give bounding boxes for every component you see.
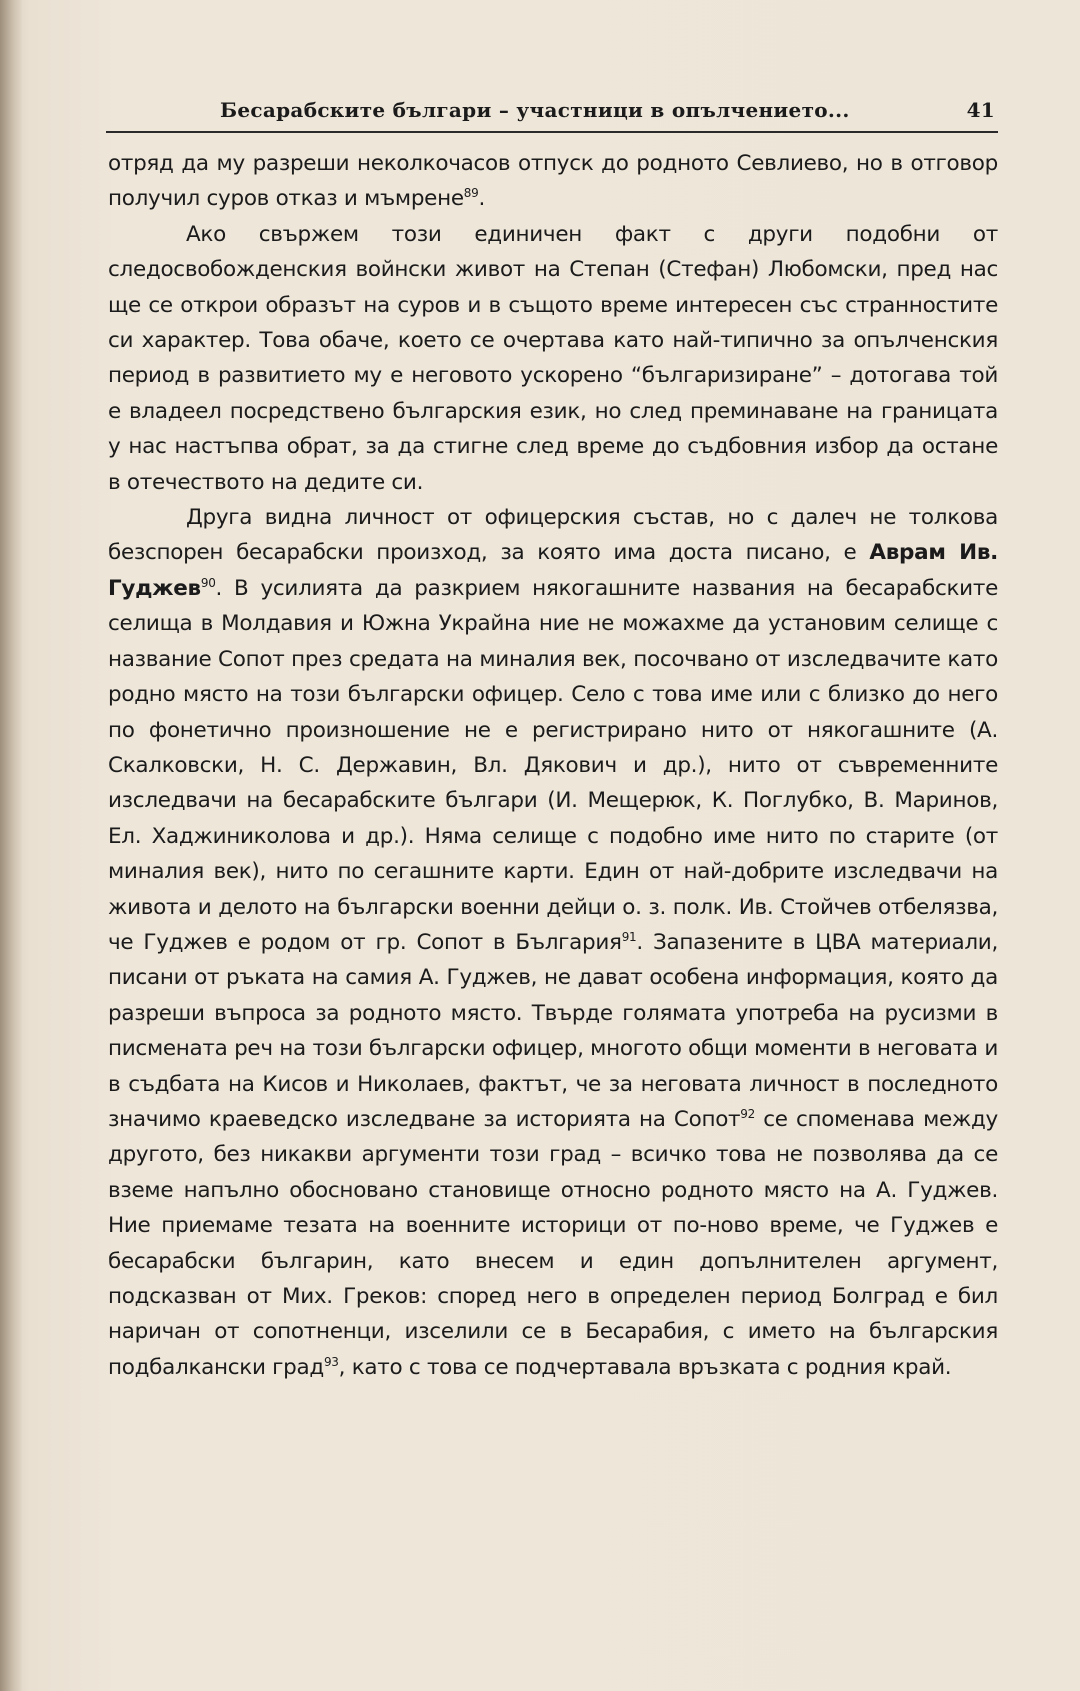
running-header (210, 96, 995, 128)
person-name-bold: Аврам Ив. Гуджев (108, 540, 999, 601)
page-binding-shadow (0, 0, 22, 1691)
paragraph-text: отряд да му разреши неколкочасов отпуск до родното Севлиево, но в отговор получил суров отказ и мъмрене (108, 151, 998, 212)
paragraph-text: . В усилията да разкрием някогашните названия на бесарабските селища в Молдавия и Южна Украйна ние не можахме да установим селище с название Сопот през средата на миналия век, посочвано от изследвачите като родно място на този български офицер. Село с това име или с близко до него по фонетично произношение не е регистрирано нито от някогашните (А. Скалковски, Н. С. Державин, Вл. Дякович и др.), нито от съвременните изследвачи на бесарабските българи (И. Мещерюк, К. Поглубко, В. Маринов, Ел. Хаджиниколова и др.). Няма селище с подобно име нито по старите (от миналия век), нито по сегашните карти. Един от най-добрите изследвачи на живота и делото на български военни дейци о. з. полк. Ив. Стойчев отбелязва, че Гуджев е родом от гр. Сопот в България (108, 575, 998, 955)
paragraph-continuation (108, 146, 998, 217)
footnote-ref: 90 (200, 575, 216, 590)
paragraph-text-end: . (478, 186, 486, 212)
paragraph-text: Ако свържем този единичен факт с други подобни от следосвобожденския войнски живот на Степан (Стефан) Любомски, пред нас ще се открои образът на суров и в същото време интересен със странностите си характер. Това обаче, което се очертава като най-типично за опълченския период в развитието му е неговото ускорено “българизиране” – дотогава той е владеел посредствено българския език, но след преминаване на границата у нас настъпва обрат, за да стигне след време до съдбовния избор да остане в отечеството на дедите си. (108, 221, 998, 495)
paragraph-text: , като с това се подчертавала връзката с родния край. (338, 1354, 952, 1380)
paragraph-text: . Запазените в ЦВА материали, писани от ръката на самия А. Гуджев, не дават особена информация, която да разреши въпроса за родното място. Твърде голямата употреба на русизми в писмената реч на този български офицер, многото общи моменти в неговата и в съдбата на Кисов и Николаев, фактът, че за неговата личност в последното значимо краеведско изследване за историята на Сопот (108, 929, 998, 1132)
paragraph-gudzhev (108, 500, 998, 1385)
page-number: 41 (966, 98, 995, 122)
running-header-title: Бесарабските българи – участници в опълчението... (220, 98, 850, 122)
paragraph-text: се споменава между другото, без никакви аргументи този град – всичко това не позволява да се вземе напълно обосновано становище относно родното място на А. Гуджев. Ние приемаме тезата на военните историци от по-ново време, че Гуджев е бесарабски българин, като внесем и един допълнителен аргумент, подсказван от Мих. Греков: според него в определен период Болград е бил наричан от сопотненци, изселили се в Бесарабия, с името на българския подбалкански град (108, 1106, 998, 1380)
paragraph-lyubomski (108, 217, 998, 500)
footnote-ref: 91 (621, 929, 637, 944)
header-rule (106, 131, 998, 133)
paragraph-text: Друга видна личност от офицерския състав, но с далеч не толкова безспорен бесарабски произход, за която има доста писано, е (108, 505, 998, 566)
body-text (108, 146, 998, 1385)
footnote-ref: 89 (463, 186, 479, 201)
footnote-ref: 93 (323, 1354, 339, 1369)
footnote-ref: 92 (740, 1106, 755, 1121)
